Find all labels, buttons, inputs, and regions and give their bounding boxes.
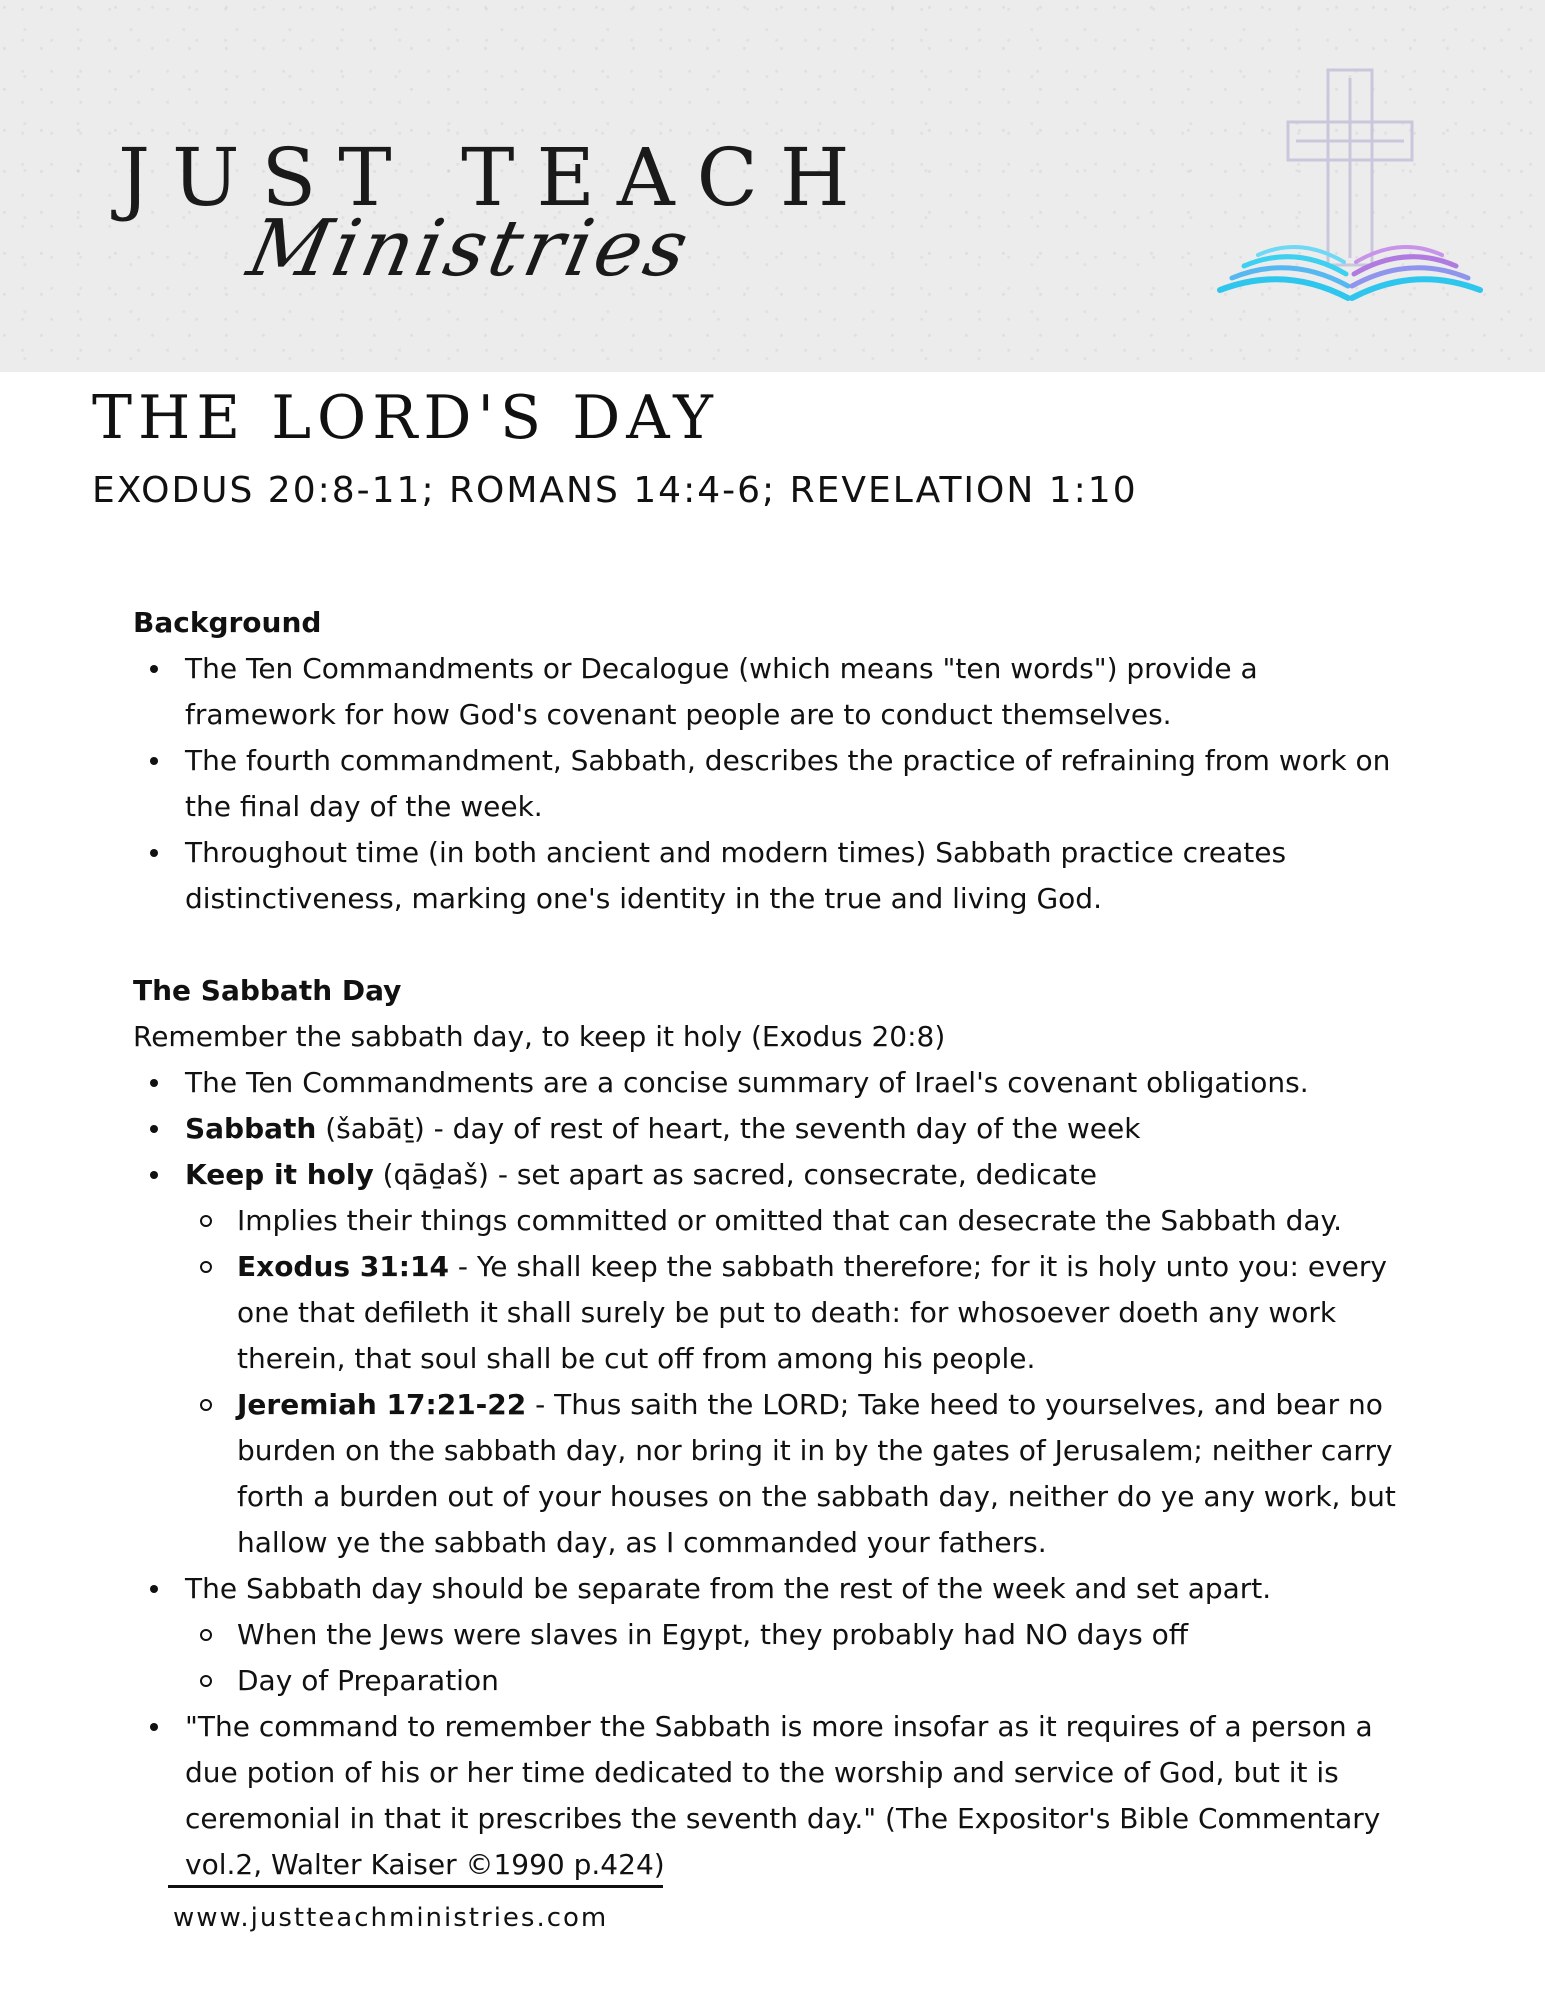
list-item: The Ten Commandments are a concise summary of Irael's covenant obligations. (133, 1060, 1403, 1106)
sabbath-heading: The Sabbath Day (133, 974, 402, 1007)
sublist-item: When the Jews were slaves in Egypt, they probably had NO days off (185, 1612, 1403, 1658)
term-definition: (šabāṯ) - day of rest of heart, the seventh day of the week (316, 1112, 1141, 1145)
list-item (133, 1566, 1403, 1704)
sublist (185, 1198, 1403, 1566)
list-item: The Ten Commandments or Decalogue (which means "ten words") provide a framework for how God's covenant people are to conduct themselves. (133, 646, 1403, 738)
list-item (133, 1152, 1403, 1566)
term-definition: (qāḏaš) - set apart as sacred, consecrate, dedicate (373, 1158, 1097, 1191)
term-keep-holy: Keep it holy (185, 1158, 374, 1191)
list-item: The fourth commandment, Sabbath, describes the practice of refraining from work on the final day of the week. (133, 738, 1403, 830)
cross-bible-icon (1210, 60, 1490, 310)
footer-website: www.justteachministries.com (173, 1903, 609, 1933)
scripture-ref: Exodus 31:14 (237, 1250, 449, 1283)
list-item (133, 1106, 1403, 1152)
sublist (185, 1612, 1403, 1704)
sublist-item (185, 1382, 1403, 1566)
document-body (133, 600, 1403, 1888)
scripture-text: - Thus saith the LORD; Take heed to yourselves, and bear no burden on the sabbath day, nor bring it in by the gates of Jerusalem; neither carry forth a burden out of your houses on the sabbath day, neither do ye any work, but hallow ye the sabbath day, as I commanded your fathers. (237, 1388, 1396, 1559)
logo-script: Ministries (240, 204, 700, 294)
logo-wordmark: JUST TEACH (118, 131, 872, 224)
page-title: THE LORD'S DAY (92, 383, 719, 453)
header-banner (0, 0, 1545, 372)
key-verse: Remember the sabbath day, to keep it holy (Exodus 20:8) (133, 1020, 946, 1053)
sublist-item (185, 1244, 1403, 1382)
background-list (133, 646, 1403, 922)
scripture-ref: Jeremiah 17:21-22 (237, 1388, 527, 1421)
term-sabbath: Sabbath (185, 1112, 317, 1145)
scripture-text: - Ye shall keep the sabbath therefore; for it is holy unto you: every one that defileth it shall surely be put to death: for whosoever doeth any work therein, that soul shall be cut off from among his people. (237, 1250, 1387, 1375)
list-item-quote: "The command to remember the Sabbath is more insofar as it requires of a person a due potion of his or her time dedicated to the worship and service of God, but it is ceremonial in that it prescribes the seventh day." (The Expositor's Bible Commentary vol.2, Walter Kaiser ©1990 p.424) (133, 1704, 1403, 1888)
section-spacer (133, 922, 1403, 968)
sublist-item: Day of Preparation (185, 1658, 1403, 1704)
footer-divider (168, 1885, 663, 1888)
background-heading: Background (133, 606, 322, 639)
sabbath-list (133, 1060, 1403, 1888)
list-item: Throughout time (in both ancient and modern times) Sabbath practice creates distinctiveness, marking one's identity in the true and living God. (133, 830, 1403, 922)
list-item-text: The Sabbath day should be separate from the rest of the week and set apart. (185, 1572, 1272, 1605)
sublist-item: Implies their things committed or omitted that can desecrate the Sabbath day. (185, 1198, 1403, 1244)
scripture-references: EXODUS 20:8-11; ROMANS 14:4-6; REVELATION 1:10 (92, 470, 1138, 511)
